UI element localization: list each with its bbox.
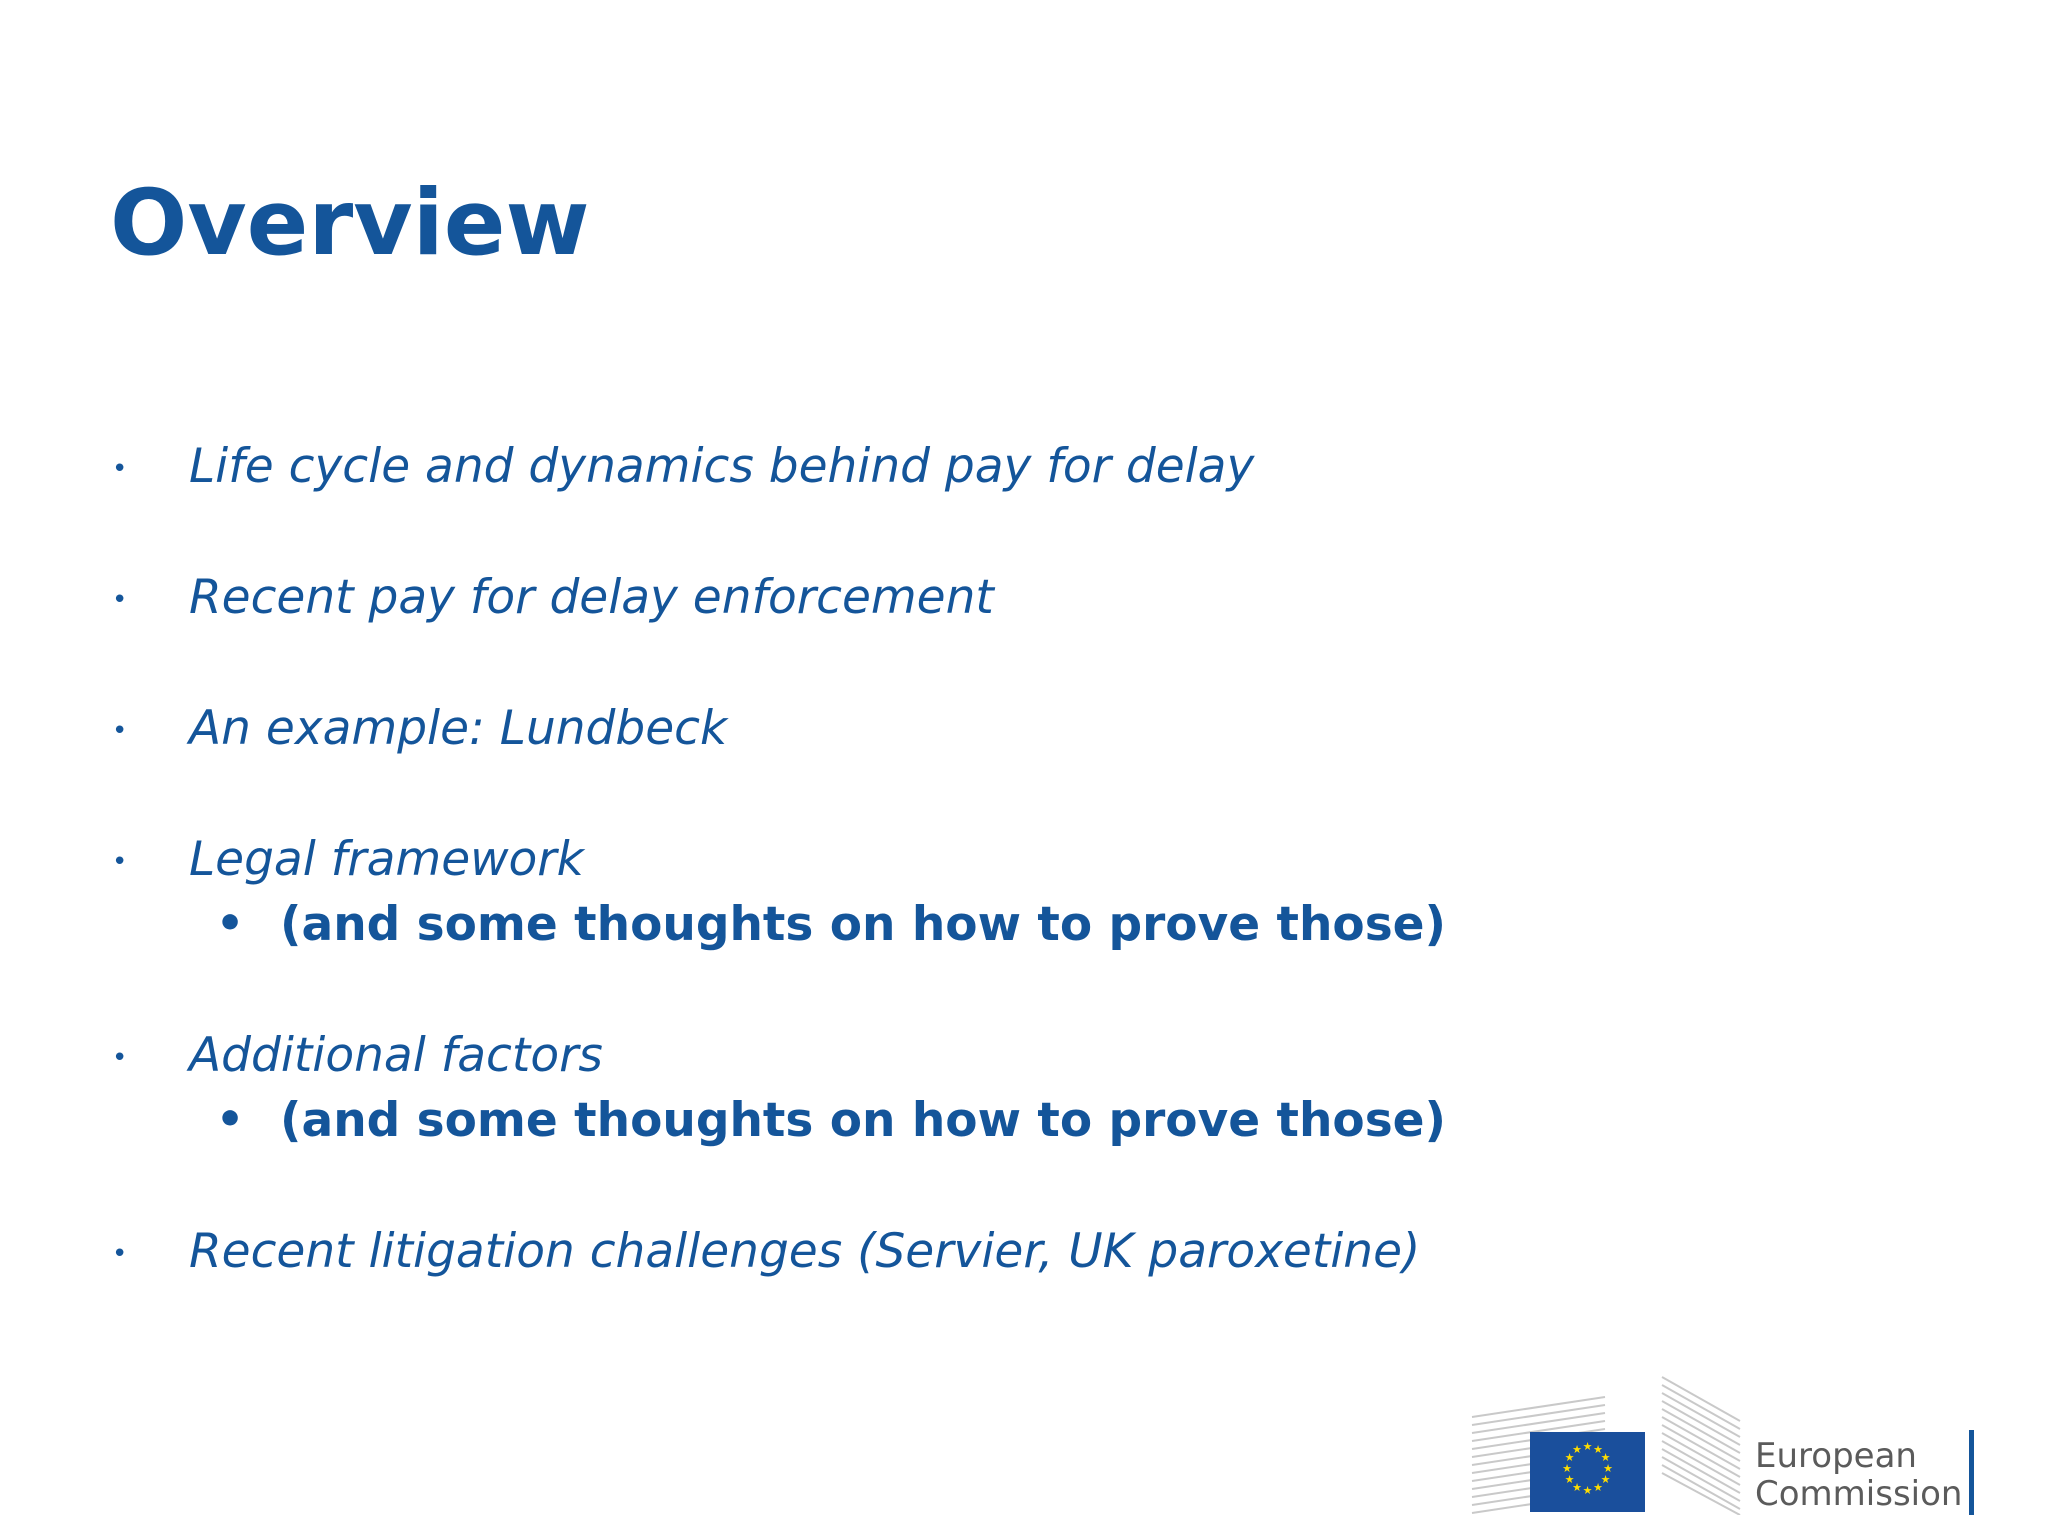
bullet-text: Recent litigation challenges (Servier, UK paroxetine) — [189, 1224, 1421, 1279]
bullet-icon: • — [112, 847, 128, 877]
bullet-text: Additional factors — [189, 1028, 603, 1083]
svg-text:★: ★ — [1600, 1451, 1611, 1464]
eu-flag-icon — [1530, 1432, 1645, 1512]
sub-bullet-text: (and some thoughts on how to prove those) — [280, 1093, 1447, 1148]
logo-accent-bar — [1969, 1430, 1974, 1515]
slide-title: Overview — [110, 171, 590, 276]
bullet-text: Recent pay for delay enforcement — [189, 570, 994, 625]
svg-text:★: ★ — [1582, 1440, 1593, 1453]
svg-text:★: ★ — [1582, 1484, 1593, 1497]
european-commission-logo — [1470, 1375, 1980, 1515]
bullet-text: An example: Lundbeck — [189, 701, 728, 756]
svg-text:★: ★ — [1593, 1481, 1603, 1494]
bullet-icon: • — [112, 1043, 128, 1073]
svg-text:★: ★ — [1572, 1443, 1582, 1456]
bullet-icon: • — [112, 454, 128, 484]
svg-text:★: ★ — [1564, 1473, 1575, 1486]
bullet-icon: • — [112, 585, 128, 615]
sub-bullet-icon: • — [216, 898, 245, 949]
svg-text:★: ★ — [1572, 1481, 1582, 1494]
bullet-icon: • — [112, 716, 128, 746]
sub-bullet-icon: • — [216, 1094, 245, 1145]
svg-text:★: ★ — [1593, 1443, 1603, 1456]
svg-text:★: ★ — [1600, 1473, 1611, 1486]
svg-text:★: ★ — [1562, 1462, 1572, 1475]
berlaymont-building-icon — [1470, 1375, 1755, 1515]
bullet-icon: • — [112, 1239, 128, 1269]
bullet-text: Legal framework — [189, 832, 584, 887]
svg-text:★: ★ — [1603, 1462, 1613, 1475]
svg-text:★: ★ — [1564, 1451, 1575, 1464]
bullet-text: Life cycle and dynamics behind pay for delay — [189, 439, 1255, 494]
sub-bullet-text: (and some thoughts on how to prove those) — [280, 897, 1447, 952]
logo-text-commission: Commission — [1755, 1474, 1963, 1514]
logo-text-european: European — [1755, 1436, 1917, 1476]
